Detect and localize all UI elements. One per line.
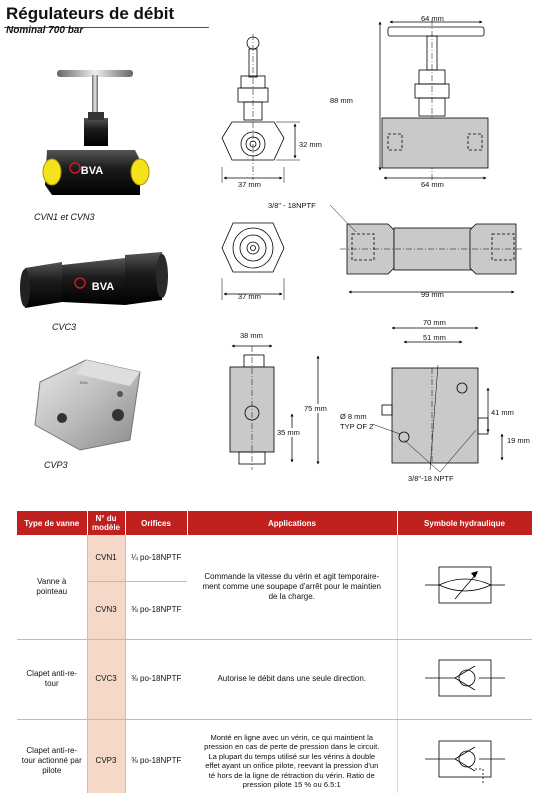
application: Monté en ligne avec un vérin, ce qui maintient la pression en cas de perte de pression dans le circuit. La plupart du temps utilisé sur les vérins à double effet ayant un orifice pilote, reevant la pression d'un té hors de la ligne de rétraction du vérin. Ratio de pression pilote 15 % ou 6.5:1 [187,719,397,793]
dim-label: 37 mm [238,292,261,301]
dim-label: TYP OF 2 [340,422,374,431]
model-number: CVN1 [87,535,125,581]
dim-label: Ø 8 mm [340,412,367,421]
application: Autorise le débit dans une seule direction. [187,639,397,719]
dim-label: 35 mm [277,428,300,437]
dim-label: 32 mm [299,140,322,149]
model-number: CVN3 [87,581,125,639]
orifice: ¼ po-18NPTF [125,535,187,581]
dim-label: 75 mm [304,404,327,413]
dim-label: 70 mm [423,318,446,327]
application: Commande la vitesse du vérin et agit temporaire-ment comme une soupape d'arrêt pour le maintien de la charge. [187,535,397,639]
drawing-cvp-front [372,328,502,472]
valve-type: Vanne à pointeau [17,535,87,639]
cvn-caption: CVN1 et CVN3 [34,212,95,222]
dim-label: 64 mm [421,14,444,23]
dim-label: 51 mm [423,333,446,342]
dim-label: 38 mm [240,331,263,340]
needle-valve-symbol-cell [397,535,532,639]
drawing-cvc-end [222,223,284,300]
dim-label: 37 mm [238,180,261,189]
col-header-type: Type de vanne [17,511,87,535]
drawing-cvn-side [222,34,300,183]
table-row [17,535,532,581]
valve-type: Clapet anti-re-tour actionné par pilote [17,719,87,793]
check-valve-symbol-icon [425,656,505,700]
cvp-valve-photo [35,360,140,450]
col-header-orifices: Orifices [125,511,187,535]
table-row [17,719,532,793]
dim-label: 99 mm [421,290,444,299]
orifice: ⅜ po-18NPTF [125,719,187,793]
svg-text:BVA: BVA [80,380,88,385]
dim-label: 88 mm [330,96,353,105]
dim-label: 19 mm [507,436,530,445]
col-header-symbol: Symbole hydraulique [397,511,532,535]
cvn-brand-logo: BVA [80,165,104,177]
cvc-brand-logo: BVA [91,281,115,293]
dim-label: 3/8" - 18NPTF [268,201,316,210]
col-header-model: N° du modèle [87,511,125,535]
dim-label: 64 mm [421,180,444,189]
needle-valve-symbol-icon [425,563,505,607]
table-header-row [17,511,532,535]
table-row [17,639,532,719]
check-valve-symbol-cell [397,639,532,719]
orifice: ⅜ po-18NPTF [125,581,187,639]
cvp-caption: CVP3 [44,460,68,470]
dim-label: 3/8"-18 NPTF [408,474,454,483]
page-title: Régulateurs de débit [6,4,175,23]
valve-spec-table [17,511,533,793]
cvc-valve-photo [20,252,168,308]
cvc-caption: CVC3 [52,322,77,332]
model-number: CVC3 [87,639,125,719]
valve-type: Clapet anti-re-tour [17,639,87,719]
pilot-check-valve-symbol-cell [397,719,532,793]
drawing-cvc-side [330,205,522,292]
page-subtitle: Nominal 700 bar [6,25,84,36]
model-number: CVP3 [87,719,125,793]
dim-label: 41 mm [491,408,514,417]
drawing-cvn-front [380,20,488,182]
orifice: ⅜ po-18NPTF [125,639,187,719]
pilot-check-valve-symbol-icon [425,735,505,785]
col-header-applications: Applications [187,511,397,535]
